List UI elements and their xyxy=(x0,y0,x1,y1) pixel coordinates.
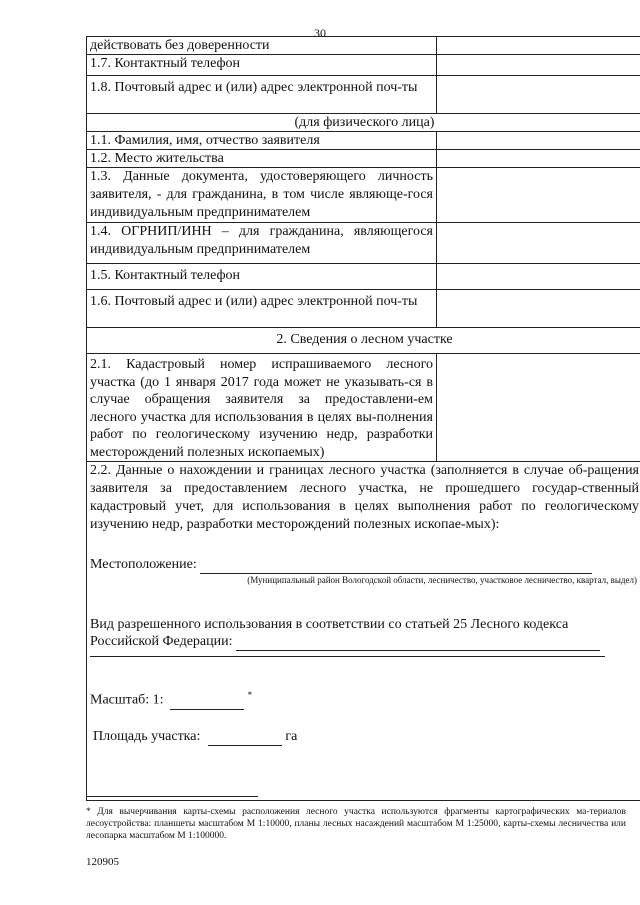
table-row xyxy=(87,290,640,328)
area-row xyxy=(90,728,639,746)
page-number: 30 xyxy=(314,26,326,40)
scale-label: Масштаб: 1: xyxy=(90,692,164,708)
table-row xyxy=(87,76,640,114)
row-label: действовать без доверенности xyxy=(87,37,437,55)
cadastral-number-cell[interactable] xyxy=(437,354,640,462)
usage-row xyxy=(90,633,639,651)
footnote-divider xyxy=(86,796,258,797)
table-row xyxy=(87,223,640,264)
table-row xyxy=(87,462,640,801)
row-label: 1.5. Контактный телефон xyxy=(87,264,437,290)
document-number: 120905 xyxy=(86,856,119,868)
row-label: 1.6. Почтовый адрес и (или) адрес электронной поч-ты xyxy=(87,290,437,328)
row-label: 1.7. Контактный телефон xyxy=(87,55,437,76)
location-input-line[interactable] xyxy=(200,556,592,574)
value-cell[interactable] xyxy=(437,55,640,76)
table-row xyxy=(87,168,640,223)
value-cell[interactable] xyxy=(437,168,640,223)
scale-row xyxy=(90,687,639,710)
value-cell[interactable] xyxy=(437,132,640,150)
value-cell[interactable] xyxy=(437,37,640,55)
table-row xyxy=(87,37,640,55)
usage-line-1: Вид разрешенного использования в соответствии со статьей 25 Лесного кодекса xyxy=(90,617,569,632)
table-row xyxy=(87,354,640,462)
area-input-line[interactable] xyxy=(208,728,282,746)
value-cell[interactable] xyxy=(437,264,640,290)
value-cell[interactable] xyxy=(437,150,640,168)
usage-continuation-line[interactable] xyxy=(90,656,605,657)
item-2-1-label: 2.1. Кадастровый номер испрашиваемого лесного участка (до 1 января 2017 года может не указывать-ся в случае обращения заявителя за предоставлени-ем лесного участка для использования в целях вы-полнения работ по геологическому изучению недр, разработки месторождений полезных ископаемых) xyxy=(87,354,437,462)
scale-input-line[interactable] xyxy=(170,692,244,710)
value-cell[interactable] xyxy=(437,223,640,264)
physical-person-header: (для физического лица) xyxy=(87,114,640,132)
table-row xyxy=(87,264,640,290)
row-label: 1.8. Почтовый адрес и (или) адрес электронной поч-ты xyxy=(87,76,437,114)
area-unit: га xyxy=(285,728,298,744)
area-label: Площадь участка: xyxy=(93,728,201,744)
table-row xyxy=(87,114,640,132)
value-cell[interactable] xyxy=(437,76,640,114)
location-caption: (Муниципальный район Вологодской области, лесничество, участковое лесничество, квартал, выдел) xyxy=(247,575,637,585)
footnote: * Для вычерчивания карты-схемы расположения лесного участка используются фрагменты картографических ма-териалов лесоустройства: планшеты масштабом М 1:10000, планы лесных насаждений масштабом М 1:25000, карты-схемы лесничества или лесопарка масштабом М 1:100000. xyxy=(86,807,626,841)
row-label: 1.3. Данные документа, удостоверяющего личность заявителя, - для гражданина, в том числе являюще-гося индивидуальным предпринимателем xyxy=(87,168,437,223)
section-2-title: 2. Сведения о лесном участке xyxy=(87,328,640,354)
row-label: 1.2. Место жительства xyxy=(87,150,437,168)
usage-label: Российской Федерации: xyxy=(90,634,233,649)
table-row xyxy=(87,150,640,168)
table-row xyxy=(87,55,640,76)
location-label: Местоположение: xyxy=(90,557,197,572)
row-label: 1.1. Фамилия, имя, отчество заявителя xyxy=(87,132,437,150)
location-row xyxy=(90,556,639,574)
item-2-2-block xyxy=(87,462,640,801)
usage-input-line[interactable] xyxy=(236,633,600,651)
scale-footnote-mark: * xyxy=(247,690,253,700)
application-form-table xyxy=(86,36,640,801)
table-row xyxy=(87,328,640,354)
row-label: 1.4. ОГРНИП/ИНН – для гражданина, являющегося индивидуальным предпринимателем xyxy=(87,223,437,264)
item-2-2-text: 2.2. Данные о нахождении и границах лесного участка (заполняется в случае об-ращения заявителя за предоставлением лесного участка, не прошедшего государ-ственный кадастровый учет, для использования в целях выполнения работ по геологическому изучению недр, разработки месторождений полезных ископае-мых): xyxy=(90,463,639,532)
value-cell[interactable] xyxy=(437,290,640,328)
table-row xyxy=(87,132,640,150)
